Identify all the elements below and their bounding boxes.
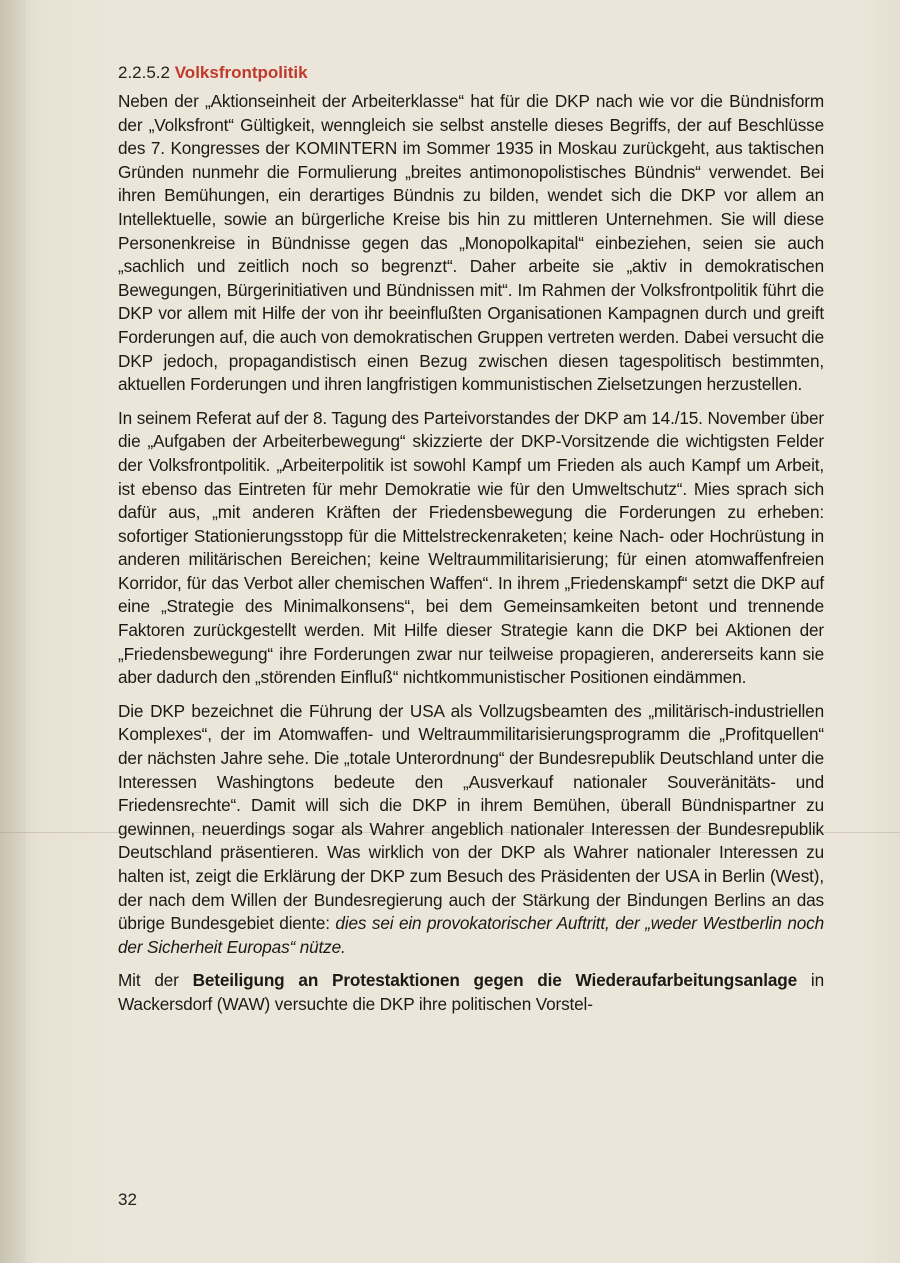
paragraph-3-text: Die DKP bezeichnet die Führung der USA als Vollzugsbeamten des „militärisch-industriellen Komplexes“, der im Atomwaffen- und Weltraummilitarisierungsprogramm die „Profitquellen“ der nächsten Jahre sehe. Die „totale Unterordnung“ der Bundesrepublik Deutschland unter die Interessen Washingtons bedeute den „Ausverkauf nationaler Souveränitäts- und Friedensrechte“. Damit will sich die DKP in ihrem Bemühen, überall Bündnispartner zu gewinnen, neuerdings sogar als Wahrer angeblich nationaler Interessen der Bundesrepublik Deutschland präsentieren. Was wirklich von der DKP als Wahrer nationaler Interessen zu halten ist, zeigt die Erklärung der DKP zum Besuch des Präsidenten der USA in Berlin (West), der nach dem Willen der Bundesregierung auch der Stärkung der Bindungen Berlins an das übrige Bundesgebiet diente: (118, 700, 824, 934)
paragraph-2: In seinem Referat auf der 8. Tagung des Parteivorstandes der DKP am 14./15. November über die „Aufgaben der Arbeiterbewegung“ skizzierte der DKP-Vorsitzende die wichtigsten Felder der Volksfrontpolitik. „Arbeiterpolitik ist sowohl Kampf um Frieden als auch Kampf um Arbeit, ist ebenso das Eintreten für mehr Demokratie wie für den Umweltschutz“. Mies sprach sich dafür aus, „mit anderen Kräften der Friedensbewegung die Forderungen zu erheben: sofortiger Stationierungsstopp für die Mittelstreckenraketen; keine Nach- oder Hochrüstung in anderen militärischen Bereichen; keine Weltraummilitarisierung; für einen atomwaffenfreien Korridor, für das Verbot aller chemischen Waffen“. In ihrem „Friedenskampf“ setzt die DKP auf eine „Strategie des Minimalkonsens“, bei dem Gemeinsamkeiten betont und trennende Faktoren zurückgestellt werden. Mit Hilfe dieser Strategie kann die DKP bei Aktionen der „Friedensbewegung“ ihre Forderungen zwar nur teilweise propagieren, andererseits kann sie aber dadurch den „störenden Einfluß“ nichtkommunistischer Positionen eindämmen. (118, 407, 824, 688)
paragraph-1: Neben der „Aktionseinheit der Arbeiterklasse“ hat für die DKP nach wie vor die Bündnisform der „Volksfront“ Gültigkeit, wenngleich sie selbst anstelle dieses Begriffs, der auf Beschlüsse des 7. Kongresses der KOMINTERN im Sommer 1935 in Moskau zurückgeht, aus taktischen Gründen nunmehr die Formulierung „breites antimonopolistisches Bündnis“ verwendet. Bei ihren Bemühungen, ein derartiges Bündnis zu bilden, wendet sich die DKP vor allem an Intellektuelle, sowie an bürgerliche Kreise bis hin zu mittleren Unternehmen. Sie will diese Personenkreise in Bündnisse gegen das „Monopolkapital“ einbeziehen, seien sie auch „sachlich und zeitlich noch so begrenzt“. Daher arbeite sie „aktiv in demokratischen Bewegungen, Bürgerinitiativen und Bündnissen mit“. Im Rahmen der Volksfrontpolitik führt die DKP vor allem mit Hilfe der von ihr beeinflußten Organisationen Kampagnen durch und greift Forderungen auf, die auch von demokratischen Gruppen vertreten werden. Dabei versucht die DKP jedoch, propagandistisch einen Bezug zwischen diesen tagespolitisch bestimmten, aktuellen Forderungen und ihren langfristigen kommunistischen Zielsetzungen herzustellen. (118, 91, 824, 395)
paragraph-4-lead: Mit der (118, 970, 193, 991)
section-heading (118, 62, 824, 84)
page-content (118, 62, 824, 1027)
paragraph-3 (118, 700, 824, 960)
page-number: 32 (118, 1190, 137, 1209)
section-title: Volksfrontpolitik (174, 63, 308, 82)
binding-shadow (0, 0, 26, 1263)
paragraph-3-italic: dies sei ein provokatorischer Auftritt, der „weder Westberlin noch der Sicherheit Europas“ nütze. (118, 913, 824, 957)
paragraph-4-bold: Beteiligung an Protestaktionen gegen die Wiederaufarbeitungsanlage (192, 970, 798, 991)
paragraph-4-tail: in Wackersdorf (WAW) versuchte die DKP ihre politischen Vorstel- (118, 970, 824, 1014)
paragraph-4 (118, 969, 824, 1016)
section-number: 2.2.5.2 (118, 63, 170, 82)
